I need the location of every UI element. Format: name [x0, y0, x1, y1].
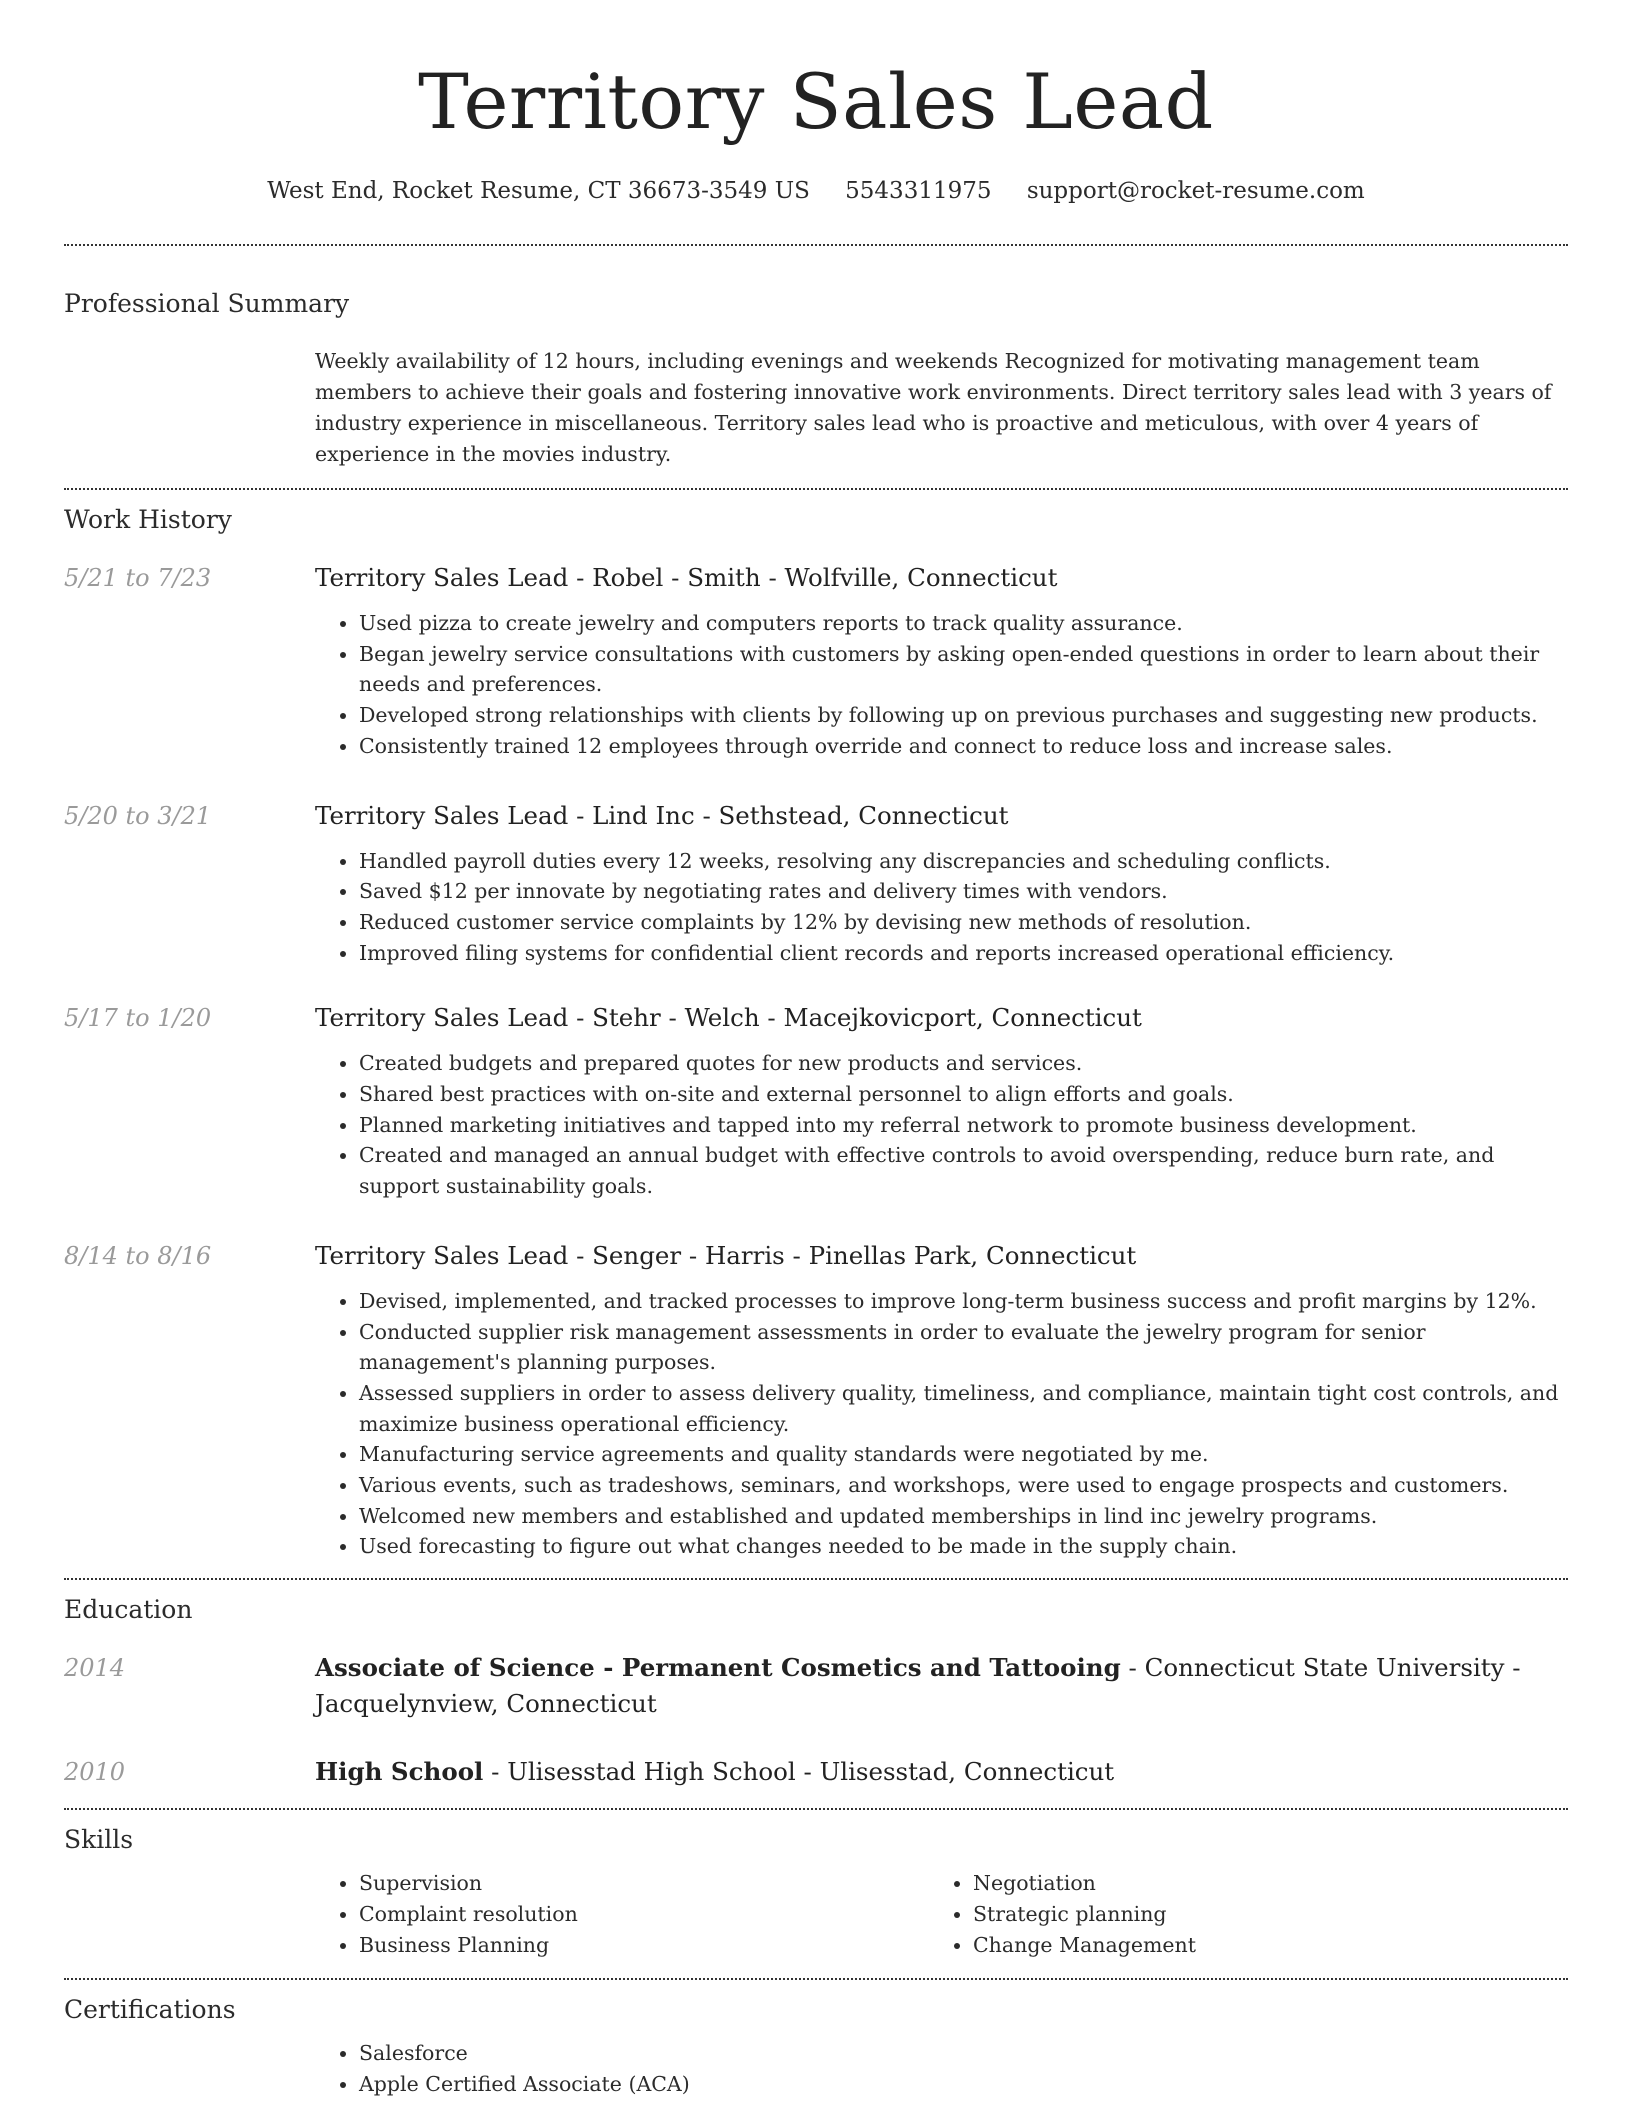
- contact-address: West End, Rocket Resume, CT 36673-3549 US: [267, 178, 810, 204]
- job-bullet: • Handled payroll duties every 12 weeks, resolving any discrepancies and scheduling conflicts.: [359, 846, 1568, 877]
- certification-item: • Salesforce: [359, 2038, 1568, 2069]
- job-bullet: • Shared best practices with on-site and external personnel to align efforts and goals.: [359, 1079, 1568, 1110]
- work-history-section: [64, 490, 1568, 1562]
- job-bullet: • Created budgets and prepared quotes for new products and services.: [359, 1048, 1568, 1079]
- education-school: - Connecticut State University - Jacquelynview, Connecticut: [315, 1653, 1521, 1719]
- job-entry: [64, 1000, 1568, 1202]
- job-bullet: • Manufacturing service agreements and quality standards were negotiated by me.: [359, 1439, 1568, 1470]
- job-list: [64, 560, 1568, 1562]
- page-title: Territory Sales Lead: [418, 57, 1214, 146]
- education-degree: Associate of Science - Permanent Cosmetics and Tattooing: [315, 1653, 1121, 1683]
- job-bullet: • Consistently trained 12 employees through override and connect to reduce loss and increase sales.: [359, 731, 1568, 762]
- job-bullet: • Welcomed new members and established and updated memberships in lind inc jewelry programs.: [359, 1501, 1568, 1532]
- skills-columns: [315, 1868, 1568, 1960]
- job-bullet: • Improved filing systems for confidential client records and reports increased operational efficiency.: [359, 938, 1568, 969]
- education-section: [64, 1580, 1568, 1790]
- section-title-work-history: Work History: [64, 505, 232, 534]
- job-bullet: • Used forecasting to figure out what changes needed to be made in the supply chain.: [359, 1531, 1568, 1562]
- contact-phone: 5543311975: [845, 178, 992, 204]
- job-heading: Territory Sales Lead - Robel - Smith - Wolfville, Connecticut: [315, 563, 1058, 592]
- job-bullet: • Began jewelry service consultations with customers by asking open-ended questions in order to learn about their needs and preferences.: [359, 639, 1568, 700]
- job-bullet: • Saved $12 per innovate by negotiating rates and delivery times with vendors.: [359, 876, 1568, 907]
- education-details: [315, 1754, 1568, 1790]
- section-title-summary: Professional Summary: [64, 289, 350, 318]
- job-bullet: • Conducted supplier risk management assessments in order to evaluate the jewelry program for senior management's planning purposes.: [359, 1317, 1568, 1378]
- job-bullets: [315, 608, 1568, 762]
- skill-item: • Complaint resolution: [359, 1899, 929, 1930]
- skill-item: • Change Management: [973, 1930, 1543, 1961]
- section-title-certifications: Certifications: [64, 1995, 236, 2025]
- section-title-education: Education: [64, 1595, 193, 1625]
- job-bullet: • Used pizza to create jewelry and computers reports to track quality assurance.: [359, 608, 1568, 639]
- certifications-spacer: [64, 2038, 315, 2099]
- job-entry: [64, 1238, 1568, 1562]
- education-degree: High School: [315, 1757, 484, 1787]
- summary-spacer: [64, 346, 315, 470]
- job-dates: 8/14 to 8/16: [64, 1241, 212, 1270]
- education-item: [64, 1650, 1568, 1722]
- job-bullet: • Assessed suppliers in order to assess delivery quality, timeliness, and compliance, maintain tight cost controls, and maximize business operational efficiency.: [359, 1378, 1568, 1439]
- skills-list-left: [315, 1868, 929, 1960]
- job-dates: 5/21 to 7/23: [64, 564, 212, 592]
- job-entry: [64, 798, 1568, 969]
- job-heading: Territory Sales Lead - Stehr - Welch - Macejkovicport, Connecticut: [315, 1003, 1142, 1033]
- summary-section: [64, 246, 1568, 470]
- certification-item: • Apple Certified Associate (ACA): [359, 2069, 1568, 2100]
- contact-line: [64, 174, 1568, 208]
- job-bullet: • Developed strong relationships with clients by following up on previous purchases and suggesting new products.: [359, 700, 1568, 731]
- job-entry: [64, 560, 1568, 762]
- job-bullet: • Devised, implemented, and tracked processes to improve long-term business success and profit margins by 12%.: [359, 1286, 1568, 1317]
- skill-item: • Business Planning: [359, 1930, 929, 1961]
- job-bullet: • Various events, such as tradeshows, seminars, and workshops, were used to engage prospects and customers.: [359, 1470, 1568, 1501]
- education-details: [315, 1650, 1568, 1722]
- certifications-section: [64, 1980, 1568, 2099]
- certifications-list: [315, 2038, 1568, 2099]
- education-item: [64, 1754, 1568, 1790]
- education-year: 2014: [64, 1654, 126, 1683]
- skills-spacer: [64, 1868, 315, 1960]
- skill-item: • Strategic planning: [973, 1899, 1543, 1930]
- job-bullets: [315, 846, 1568, 969]
- skill-item: • Supervision: [359, 1868, 929, 1899]
- job-bullets: [315, 1286, 1568, 1562]
- job-dates: 5/17 to 1/20: [64, 1004, 212, 1033]
- summary-text: Weekly availability of 12 hours, including evenings and weekends Recognized for motivating management team members to achieve their goals and fostering innovative work environments. Direct territory sales lead with 3 years of industry experience in miscellaneous. Territory sales lead who is proactive and meticulous, with over 4 years of experience in the movies industry.: [315, 349, 1552, 466]
- skills-list-right: [929, 1868, 1543, 1960]
- job-bullet: • Reduced customer service complaints by 12% by devising new methods of resolution.: [359, 907, 1568, 938]
- job-bullets: [315, 1048, 1568, 1202]
- contact-email: support@rocket-resume.com: [1026, 178, 1365, 204]
- job-heading: Territory Sales Lead - Lind Inc - Sethstead, Connecticut: [315, 800, 1009, 830]
- skill-item: • Negotiation: [973, 1868, 1543, 1899]
- skills-section: [64, 1810, 1568, 1960]
- education-year: 2010: [64, 1758, 126, 1787]
- education-school: - Ulisesstad High School - Ulisesstad, Connecticut: [483, 1757, 1115, 1787]
- job-heading: Territory Sales Lead - Senger - Harris - Pinellas Park, Connecticut: [315, 1240, 1137, 1270]
- job-bullet: • Planned marketing initiatives and tapped into my referral network to promote business development.: [359, 1110, 1568, 1141]
- job-bullet: • Created and managed an annual budget with effective controls to avoid overspending, reduce burn rate, and support sustainability goals.: [359, 1140, 1568, 1201]
- job-dates: 5/20 to 3/21: [64, 801, 212, 830]
- section-title-skills: Skills: [64, 1825, 134, 1855]
